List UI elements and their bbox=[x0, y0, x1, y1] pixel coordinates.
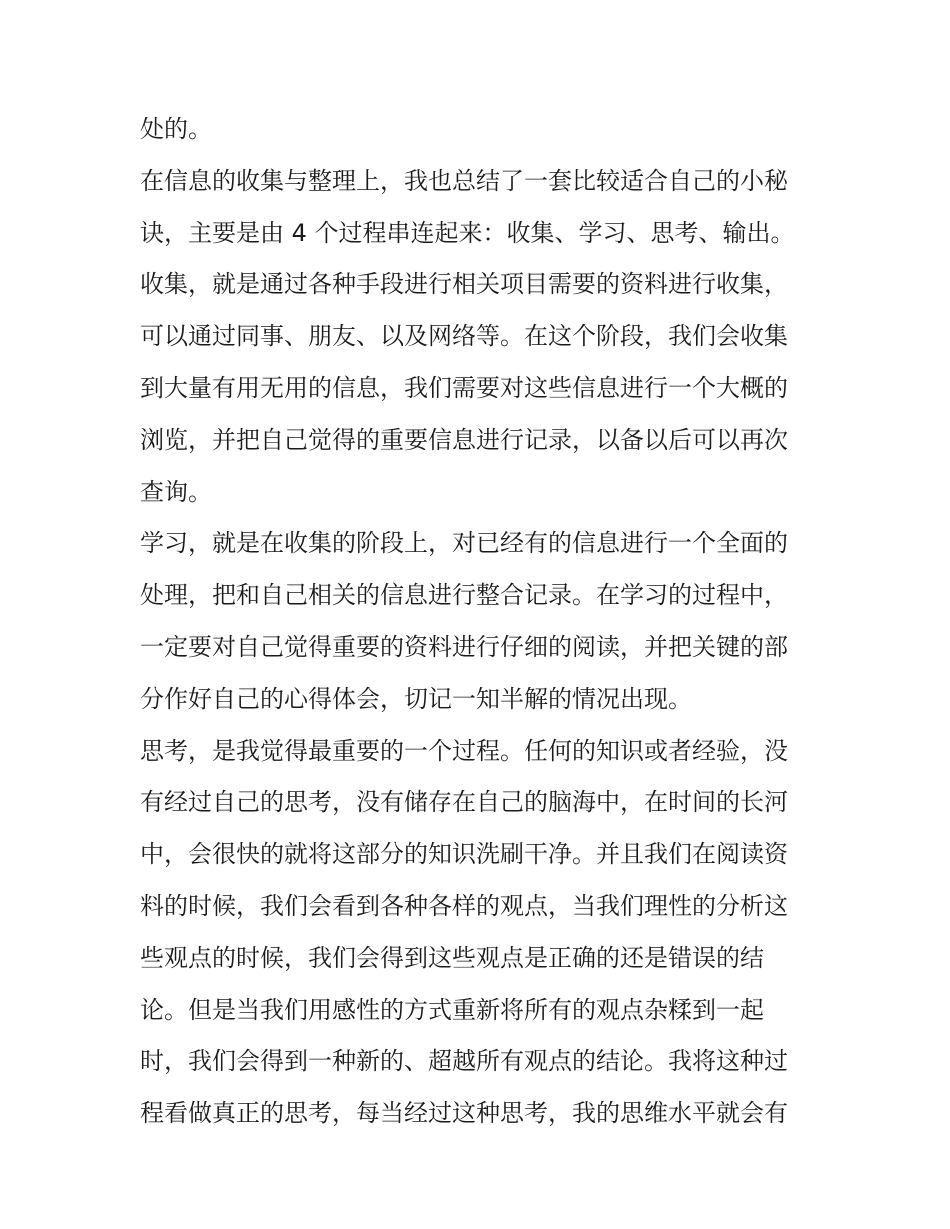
text-line: 中，会很快的就将这部分的知识洗刷干净。并且我们在阅读资 bbox=[140, 840, 788, 869]
body-text bbox=[140, 104, 820, 1140]
text-line: 处的。 bbox=[140, 115, 212, 143]
text-line: 时，我们会得到一种新的、超越所有观点的结论。我将这种过 bbox=[140, 1047, 788, 1076]
text-line: 思考，是我觉得最重要的一个过程。任何的知识或者经验，没 bbox=[140, 736, 788, 765]
text-line: 处理，把和自己相关的信息进行整合记录。在学习的过程中， bbox=[140, 581, 788, 610]
text-line: 查询。 bbox=[140, 477, 212, 506]
text-line: 到大量有用无用的信息，我们需要对这些信息进行一个大概的 bbox=[140, 373, 788, 402]
text-line: 浏览，并把自己觉得的重要信息进行记录，以备以后可以再次 bbox=[140, 425, 788, 454]
text-line: 诀，主要是由 4 个过程串连起来：收集、学习、思考、输出。 bbox=[140, 218, 795, 247]
text-line: 收集，就是通过各种手段进行相关项目需要的资料进行收集， bbox=[140, 270, 788, 299]
text-line: 程看做真正的思考，每当经过这种思考，我的思维水平就会有 bbox=[140, 1099, 788, 1128]
text-line: 学习，就是在收集的阶段上，对已经有的信息进行一个全面的 bbox=[140, 529, 788, 558]
text-line: 有经过自己的思考，没有储存在自己的脑海中，在时间的长河 bbox=[140, 788, 788, 817]
text-line: 料的时候，我们会看到各种各样的观点，当我们理性的分析这 bbox=[140, 891, 788, 920]
text-line: 可以通过同事、朋友、以及网络等。在这个阶段，我们会收集 bbox=[140, 322, 788, 351]
text-line: 在信息的收集与整理上，我也总结了一套比较适合自己的小秘 bbox=[140, 166, 788, 195]
text-line: 一定要对自己觉得重要的资料进行仔细的阅读，并把关键的部 bbox=[140, 632, 788, 661]
text-line: 些观点的时候，我们会得到这些观点是正确的还是错误的结 bbox=[140, 943, 764, 972]
text-line: 论。但是当我们用感性的方式重新将所有的观点杂糅到一起 bbox=[140, 995, 764, 1024]
text-line: 分作好自己的心得体会，切记一知半解的情况出现。 bbox=[140, 684, 692, 713]
